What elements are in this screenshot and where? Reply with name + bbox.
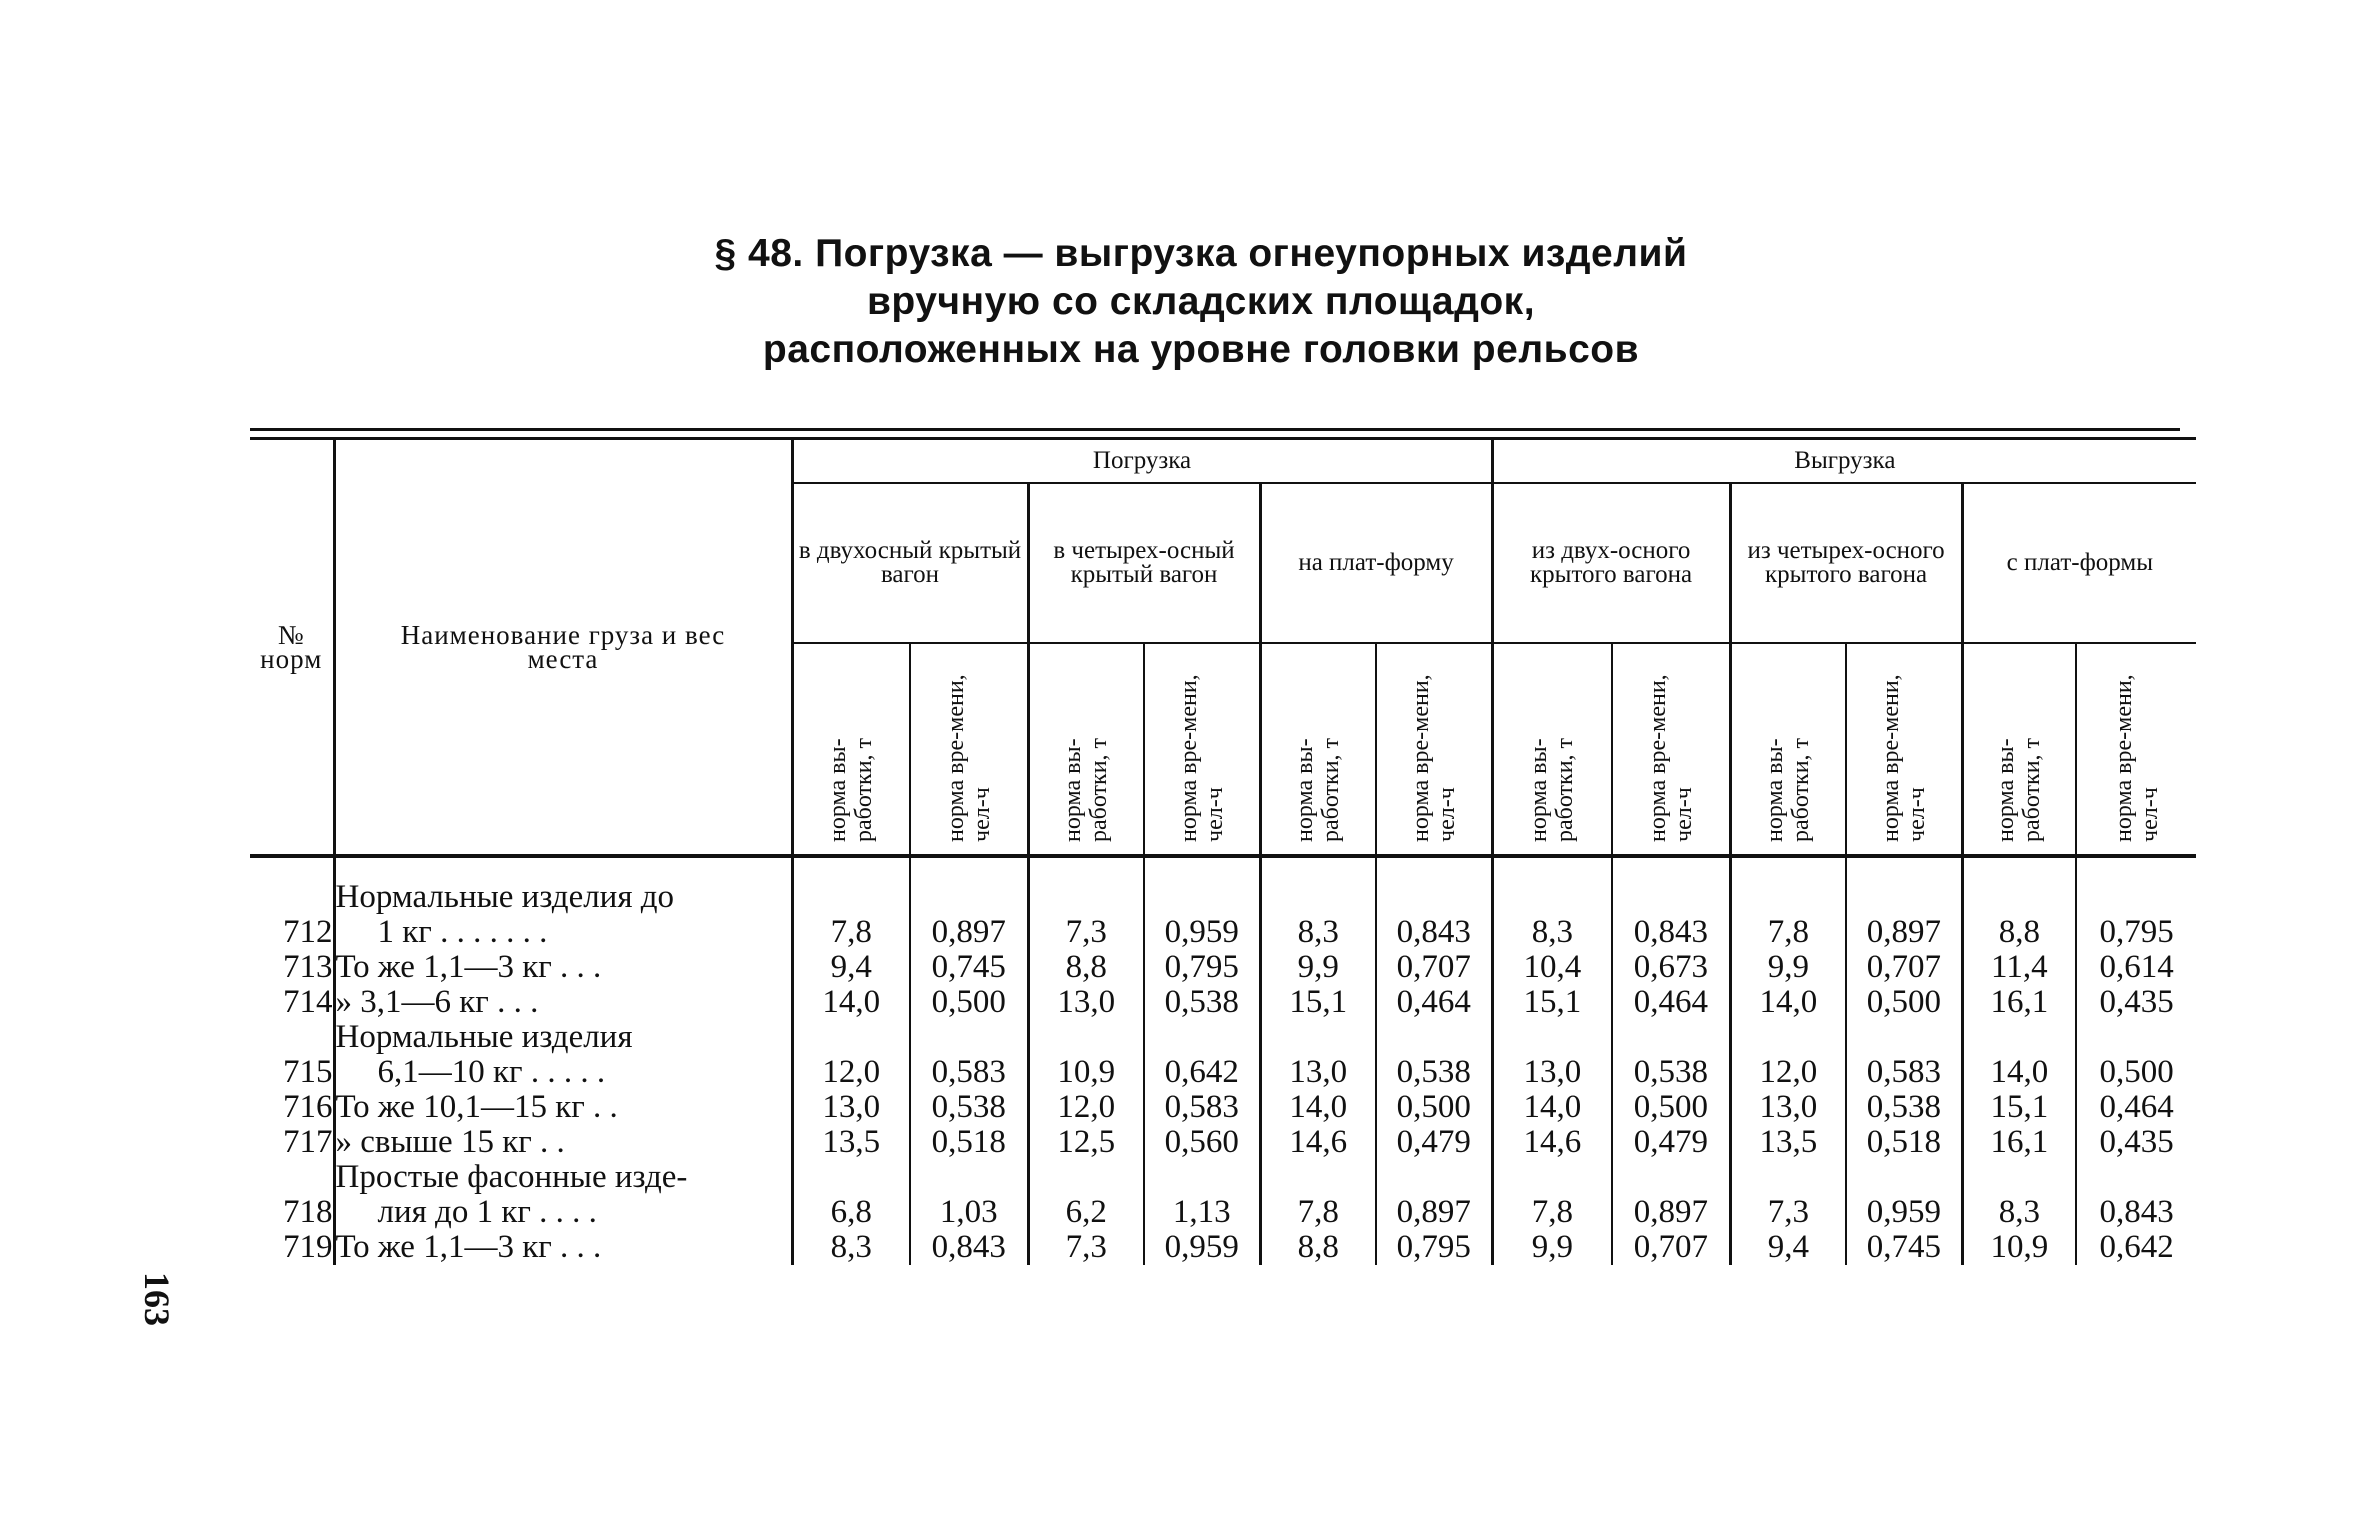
section-title <box>0 230 2362 374</box>
table-body <box>250 856 2196 1265</box>
time-norm-cell: 0,897 <box>1846 856 1962 950</box>
row-cargo-name <box>334 950 792 985</box>
row-number: 713 <box>283 949 333 985</box>
time-norm-cell: 0,500 <box>2076 1020 2196 1090</box>
header-group-unloading: Выгрузка <box>1492 439 2196 484</box>
time-norm-cell: 0,538 <box>1846 1090 1962 1125</box>
table-row <box>250 1160 2196 1230</box>
time-norm-cell: 0,843 <box>1376 856 1492 950</box>
time-norm-cell: 0,959 <box>1144 1230 1260 1265</box>
row-cargo-name <box>334 1230 792 1265</box>
output-norm-cell: 8,3 <box>1962 1160 2076 1230</box>
table-row <box>250 985 2196 1020</box>
output-norm-cell: 10,9 <box>1028 1020 1144 1090</box>
cargo-name-line: лия до 1 кг . . . . <box>377 1194 597 1230</box>
time-norm-cell: 0,464 <box>1376 985 1492 1020</box>
output-norm-cell: 7,3 <box>1730 1160 1846 1230</box>
output-norm-cell: 13,5 <box>792 1125 910 1160</box>
time-norm-cell: 0,500 <box>910 985 1028 1020</box>
header-group-loading: Погрузка <box>792 439 1492 484</box>
row-cargo-name <box>334 1020 792 1090</box>
time-norm-cell: 0,707 <box>1612 1230 1730 1265</box>
header-time-6: норма вре-мени, чел-ч <box>2076 643 2196 856</box>
header-sub-two-axle-load: в двухосный крытый вагон <box>792 483 1028 643</box>
time-norm-cell: 0,959 <box>1846 1160 1962 1230</box>
output-norm-cell: 6,2 <box>1028 1160 1144 1230</box>
title-line-3: расположенных на уровне головки рельсов <box>762 328 1640 371</box>
row-number: 712 <box>283 914 333 950</box>
output-norm-cell: 7,8 <box>1492 1160 1612 1230</box>
time-norm-cell: 0,538 <box>910 1090 1028 1125</box>
time-norm-cell: 0,500 <box>1846 985 1962 1020</box>
time-norm-cell: 0,707 <box>1376 950 1492 985</box>
header-sub-four-axle-unload: из четырех-осного крытого вагона <box>1730 483 1962 643</box>
cargo-name-line: Нормальные изделия <box>335 1019 633 1055</box>
header-time-4: норма вре-мени, чел-ч <box>1612 643 1730 856</box>
time-norm-cell: 1,13 <box>1144 1160 1260 1230</box>
header-sub-four-axle-load: в четырех-осный крытый вагон <box>1028 483 1260 643</box>
time-norm-cell: 0,897 <box>910 856 1028 950</box>
header-sub-platform-unload: с плат-формы <box>1962 483 2196 643</box>
output-norm-cell: 9,4 <box>792 950 910 985</box>
row-cargo-name <box>334 1160 792 1230</box>
table-row <box>250 1230 2196 1265</box>
time-norm-cell: 0,843 <box>1612 856 1730 950</box>
output-norm-cell: 9,9 <box>1492 1230 1612 1265</box>
time-norm-cell: 0,538 <box>1144 985 1260 1020</box>
time-norm-cell: 0,560 <box>1144 1125 1260 1160</box>
cargo-name-line: То же 1,1—3 кг . . . <box>335 949 602 985</box>
header-output-3: норма вы-работки, т <box>1260 643 1376 856</box>
output-norm-cell: 8,8 <box>1028 950 1144 985</box>
time-norm-cell: 0,707 <box>1846 950 1962 985</box>
output-norm-cell: 13,0 <box>1260 1020 1376 1090</box>
output-norm-cell: 8,3 <box>792 1230 910 1265</box>
output-norm-cell: 10,9 <box>1962 1230 2076 1265</box>
header-time-5: норма вре-мени, чел-ч <box>1846 643 1962 856</box>
output-norm-cell: 11,4 <box>1962 950 2076 985</box>
cargo-name-line: » 3,1—6 кг . . . <box>335 984 539 1020</box>
output-norm-cell: 14,0 <box>792 985 910 1020</box>
cargo-name-line: 6,1—10 кг . . . . . <box>377 1054 606 1090</box>
time-norm-cell: 0,897 <box>1376 1160 1492 1230</box>
time-norm-cell: 0,583 <box>1846 1020 1962 1090</box>
cargo-name-line: То же 1,1—3 кг . . . <box>335 1229 602 1265</box>
output-norm-cell: 14,0 <box>1730 985 1846 1020</box>
time-norm-cell: 0,500 <box>1376 1090 1492 1125</box>
header-output-2: норма вы-работки, т <box>1028 643 1144 856</box>
table-row <box>250 1020 2196 1090</box>
output-norm-cell: 7,8 <box>792 856 910 950</box>
row-number: 718 <box>283 1194 333 1230</box>
time-norm-cell: 0,464 <box>1612 985 1730 1020</box>
cargo-name-line: Простые фасонные изде- <box>335 1159 688 1195</box>
cargo-name-line: 1 кг . . . . . . . <box>377 914 548 950</box>
time-norm-cell: 0,795 <box>2076 856 2196 950</box>
title-line-1: § 48. Погрузка — выгрузка огнеупорных изделий <box>714 232 1688 275</box>
row-number: 717 <box>283 1124 333 1160</box>
output-norm-cell: 15,1 <box>1962 1090 2076 1125</box>
header-cargo-name: Наименование груза и вес места <box>334 439 792 857</box>
output-norm-cell: 12,5 <box>1028 1125 1144 1160</box>
row-number: 716 <box>283 1089 333 1125</box>
cargo-name-line: То же 10,1—15 кг . . <box>335 1089 618 1125</box>
time-norm-cell: 1,03 <box>910 1160 1028 1230</box>
time-norm-cell: 0,642 <box>2076 1230 2196 1265</box>
header-output-5: норма вы-работки, т <box>1730 643 1846 856</box>
output-norm-cell: 14,6 <box>1492 1125 1612 1160</box>
header-output-1: норма вы-работки, т <box>792 643 910 856</box>
output-norm-cell: 14,0 <box>1260 1090 1376 1125</box>
table-row <box>250 950 2196 985</box>
output-norm-cell: 15,1 <box>1492 985 1612 1020</box>
output-norm-cell: 8,3 <box>1492 856 1612 950</box>
time-norm-cell: 0,745 <box>910 950 1028 985</box>
time-norm-cell: 0,500 <box>1612 1090 1730 1125</box>
row-number: 715 <box>283 1054 333 1090</box>
row-cargo-name <box>334 1125 792 1160</box>
time-norm-cell: 0,518 <box>1846 1125 1962 1160</box>
output-norm-cell: 12,0 <box>1028 1090 1144 1125</box>
time-norm-cell: 0,479 <box>1612 1125 1730 1160</box>
table-row <box>250 1125 2196 1160</box>
output-norm-cell: 15,1 <box>1260 985 1376 1020</box>
header-time-2: норма вре-мени, чел-ч <box>1144 643 1260 856</box>
row-cargo-name <box>334 1090 792 1125</box>
time-norm-cell: 0,479 <box>1376 1125 1492 1160</box>
output-norm-cell: 13,0 <box>792 1090 910 1125</box>
cargo-name-line: Нормальные изделия до <box>335 879 675 915</box>
row-cargo-name <box>334 985 792 1020</box>
output-norm-cell: 9,9 <box>1730 950 1846 985</box>
output-norm-cell: 13,0 <box>1028 985 1144 1020</box>
table-row <box>250 856 2196 950</box>
output-norm-cell: 13,0 <box>1492 1020 1612 1090</box>
time-norm-cell: 0,795 <box>1376 1230 1492 1265</box>
time-norm-cell: 0,843 <box>2076 1160 2196 1230</box>
output-norm-cell: 12,0 <box>792 1020 910 1090</box>
output-norm-cell: 13,0 <box>1730 1090 1846 1125</box>
norms-table <box>250 437 2196 1265</box>
time-norm-cell: 0,959 <box>1144 856 1260 950</box>
output-norm-cell: 14,6 <box>1260 1125 1376 1160</box>
header-sub-platform-load: на плат-форму <box>1260 483 1492 643</box>
time-norm-cell: 0,897 <box>1612 1160 1730 1230</box>
output-norm-cell: 9,4 <box>1730 1230 1846 1265</box>
time-norm-cell: 0,642 <box>1144 1020 1260 1090</box>
cargo-name-line: » свыше 15 кг . . <box>335 1124 565 1160</box>
row-number: 714 <box>283 984 333 1020</box>
output-norm-cell: 8,8 <box>1962 856 2076 950</box>
time-norm-cell: 0,518 <box>910 1125 1028 1160</box>
output-norm-cell: 10,4 <box>1492 950 1612 985</box>
time-norm-cell: 0,583 <box>910 1020 1028 1090</box>
output-norm-cell: 7,3 <box>1028 856 1144 950</box>
time-norm-cell: 0,614 <box>2076 950 2196 985</box>
time-norm-cell: 0,464 <box>2076 1090 2196 1125</box>
header-output-6: норма вы-работки, т <box>1962 643 2076 856</box>
time-norm-cell: 0,795 <box>1144 950 1260 985</box>
page-number: 163 <box>137 1272 177 1326</box>
output-norm-cell: 8,8 <box>1260 1230 1376 1265</box>
header-output-4: норма вы-работки, т <box>1492 643 1612 856</box>
row-number: 719 <box>283 1229 333 1265</box>
output-norm-cell: 12,0 <box>1730 1020 1846 1090</box>
output-norm-cell: 14,0 <box>1962 1020 2076 1090</box>
norms-table-wrapper <box>250 428 2180 1265</box>
output-norm-cell: 8,3 <box>1260 856 1376 950</box>
header-time-3: норма вре-мени, чел-ч <box>1376 643 1492 856</box>
output-norm-cell: 7,3 <box>1028 1230 1144 1265</box>
header-number: № норм <box>250 439 334 857</box>
time-norm-cell: 0,538 <box>1376 1020 1492 1090</box>
table-row <box>250 1090 2196 1125</box>
output-norm-cell: 14,0 <box>1492 1090 1612 1125</box>
header-sub-two-axle-unload: из двух-осного крытого вагона <box>1492 483 1730 643</box>
output-norm-cell: 16,1 <box>1962 1125 2076 1160</box>
output-norm-cell: 13,5 <box>1730 1125 1846 1160</box>
time-norm-cell: 0,673 <box>1612 950 1730 985</box>
output-norm-cell: 9,9 <box>1260 950 1376 985</box>
output-norm-cell: 7,8 <box>1730 856 1846 950</box>
time-norm-cell: 0,435 <box>2076 985 2196 1020</box>
time-norm-cell: 0,538 <box>1612 1020 1730 1090</box>
output-norm-cell: 16,1 <box>1962 985 2076 1020</box>
time-norm-cell: 0,435 <box>2076 1125 2196 1160</box>
output-norm-cell: 6,8 <box>792 1160 910 1230</box>
time-norm-cell: 0,745 <box>1846 1230 1962 1265</box>
time-norm-cell: 0,583 <box>1144 1090 1260 1125</box>
output-norm-cell: 7,8 <box>1260 1160 1376 1230</box>
time-norm-cell: 0,843 <box>910 1230 1028 1265</box>
title-line-2: вручную со складских площадок, <box>866 280 1536 323</box>
header-time-1: норма вре-мени, чел-ч <box>910 643 1028 856</box>
row-cargo-name <box>334 856 792 950</box>
